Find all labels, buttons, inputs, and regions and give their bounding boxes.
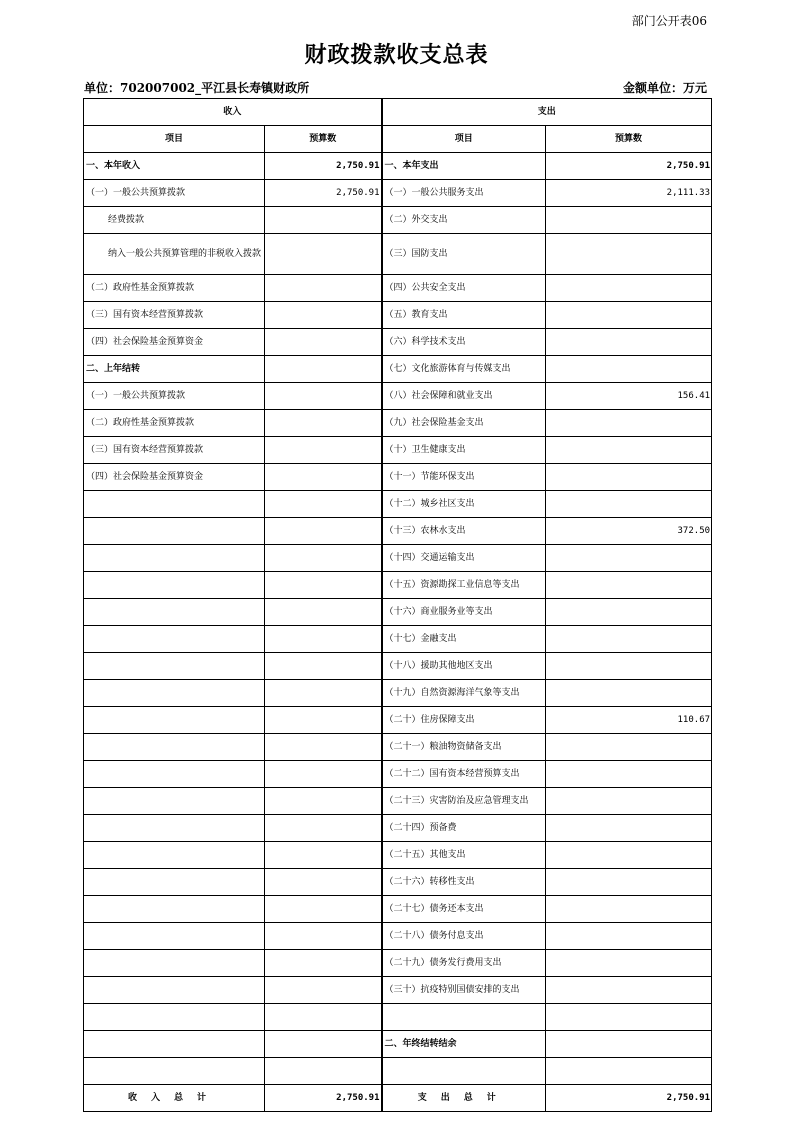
income-item bbox=[84, 1058, 265, 1085]
table-row bbox=[84, 180, 712, 207]
income-item bbox=[84, 518, 265, 545]
expense-total-value: 2,750.91 bbox=[546, 1085, 712, 1112]
income-budget-header: 预算数 bbox=[265, 126, 382, 153]
expense-item: （十五）资源勘探工业信息等支出 bbox=[382, 572, 546, 599]
expense-value bbox=[546, 329, 712, 356]
expense-value bbox=[546, 302, 712, 329]
table-row bbox=[84, 410, 712, 437]
income-item bbox=[84, 707, 265, 734]
income-value: 2,750.91 bbox=[265, 153, 382, 180]
expense-item: （十三）农林水支出 bbox=[382, 518, 546, 545]
expense-value bbox=[546, 869, 712, 896]
income-item bbox=[84, 815, 265, 842]
expense-item: （十六）商业服务业等支出 bbox=[382, 599, 546, 626]
income-item bbox=[84, 869, 265, 896]
table-row bbox=[84, 869, 712, 896]
expense-item: （二十六）转移性支出 bbox=[382, 869, 546, 896]
expense-value bbox=[546, 464, 712, 491]
income-item: 一、本年收入 bbox=[84, 153, 265, 180]
income-item-header: 项目 bbox=[84, 126, 265, 153]
expense-value bbox=[546, 1058, 712, 1085]
expense-value bbox=[546, 1031, 712, 1058]
income-value bbox=[265, 707, 382, 734]
expense-value bbox=[546, 599, 712, 626]
table-row bbox=[84, 842, 712, 869]
expense-value: 110.67 bbox=[546, 707, 712, 734]
expense-value bbox=[546, 572, 712, 599]
table-row bbox=[84, 234, 712, 275]
income-item: （四）社会保险基金预算资金 bbox=[84, 329, 265, 356]
income-item: （一）一般公共预算拨款 bbox=[84, 180, 265, 207]
expense-item: （二十三）灾害防治及应急管理支出 bbox=[382, 788, 546, 815]
income-item bbox=[84, 626, 265, 653]
expense-item: （十八）援助其他地区支出 bbox=[382, 653, 546, 680]
amount-unit-label: 金额单位：万元 bbox=[622, 81, 707, 95]
expense-item: （二十一）粮油物资储备支出 bbox=[382, 734, 546, 761]
income-item bbox=[84, 896, 265, 923]
expense-value bbox=[546, 923, 712, 950]
expense-value: 156.41 bbox=[546, 383, 712, 410]
income-item bbox=[84, 599, 265, 626]
income-item bbox=[84, 923, 265, 950]
table-row bbox=[84, 1031, 712, 1058]
table-row bbox=[84, 356, 712, 383]
table-row bbox=[84, 545, 712, 572]
expense-item-header: 项目 bbox=[382, 126, 546, 153]
expense-item: 一、本年支出 bbox=[382, 153, 546, 180]
income-value bbox=[265, 761, 382, 788]
table-row bbox=[84, 653, 712, 680]
expense-item: （十四）交通运输支出 bbox=[382, 545, 546, 572]
table-row bbox=[84, 680, 712, 707]
income-value bbox=[265, 410, 382, 437]
income-value bbox=[265, 734, 382, 761]
income-value bbox=[265, 545, 382, 572]
table-row bbox=[84, 207, 712, 234]
income-item: （四）社会保险基金预算资金 bbox=[84, 464, 265, 491]
income-value bbox=[265, 923, 382, 950]
income-value bbox=[265, 1031, 382, 1058]
table-row bbox=[84, 599, 712, 626]
income-item: （一）一般公共预算拨款 bbox=[84, 383, 265, 410]
expense-total-label: 支出总计 bbox=[382, 1085, 546, 1112]
expense-budget-header: 预算数 bbox=[546, 126, 712, 153]
expense-item: （二十五）其他支出 bbox=[382, 842, 546, 869]
income-item bbox=[84, 842, 265, 869]
income-item bbox=[84, 491, 265, 518]
table-row bbox=[84, 572, 712, 599]
income-item bbox=[84, 1004, 265, 1031]
expense-value bbox=[546, 653, 712, 680]
income-value bbox=[265, 234, 382, 275]
table-number-label: 部门公开表06 bbox=[631, 14, 707, 28]
table-row bbox=[84, 1004, 712, 1031]
table-row bbox=[84, 302, 712, 329]
table-row bbox=[84, 761, 712, 788]
expense-value bbox=[546, 734, 712, 761]
expense-item: （九）社会保险基金支出 bbox=[382, 410, 546, 437]
table-row bbox=[84, 707, 712, 734]
income-value bbox=[265, 329, 382, 356]
income-value bbox=[265, 896, 382, 923]
table-row bbox=[84, 734, 712, 761]
table-row bbox=[84, 491, 712, 518]
expense-value bbox=[546, 977, 712, 1004]
income-item: （三）国有资本经营预算拨款 bbox=[84, 302, 265, 329]
income-item bbox=[84, 1031, 265, 1058]
expense-value bbox=[546, 491, 712, 518]
income-item: （三）国有资本经营预算拨款 bbox=[84, 437, 265, 464]
table-row bbox=[84, 923, 712, 950]
expense-value bbox=[546, 626, 712, 653]
expense-value bbox=[546, 815, 712, 842]
income-value bbox=[265, 977, 382, 1004]
expense-item: （三十）抗疫特别国债安排的支出 bbox=[382, 977, 546, 1004]
table-row bbox=[84, 950, 712, 977]
income-item bbox=[84, 545, 265, 572]
budget-summary-table bbox=[83, 98, 712, 1112]
table-row bbox=[84, 1058, 712, 1085]
expense-item: （十七）金融支出 bbox=[382, 626, 546, 653]
expense-value: 372.50 bbox=[546, 518, 712, 545]
income-item bbox=[84, 788, 265, 815]
expense-item: （二十七）债务还本支出 bbox=[382, 896, 546, 923]
table-row bbox=[84, 788, 712, 815]
table-row bbox=[84, 464, 712, 491]
expense-value bbox=[546, 761, 712, 788]
expense-item: （二十）住房保障支出 bbox=[382, 707, 546, 734]
income-value bbox=[265, 572, 382, 599]
expense-item: （二十八）债务付息支出 bbox=[382, 923, 546, 950]
income-value bbox=[265, 1058, 382, 1085]
expense-item: （八）社会保障和就业支出 bbox=[382, 383, 546, 410]
income-item bbox=[84, 734, 265, 761]
table-row bbox=[84, 626, 712, 653]
income-item bbox=[84, 572, 265, 599]
expense-item: （十一）节能环保支出 bbox=[382, 464, 546, 491]
expense-header: 支出 bbox=[382, 99, 712, 126]
expense-value bbox=[546, 207, 712, 234]
income-value bbox=[265, 599, 382, 626]
income-value bbox=[265, 653, 382, 680]
table-row bbox=[84, 383, 712, 410]
expense-item: （十二）城乡社区支出 bbox=[382, 491, 546, 518]
income-total-label: 收入总计 bbox=[84, 1085, 265, 1112]
table-row bbox=[84, 437, 712, 464]
expense-item: （七）文化旅游体育与传媒支出 bbox=[382, 356, 546, 383]
expense-value bbox=[546, 1004, 712, 1031]
income-value bbox=[265, 1004, 382, 1031]
income-item bbox=[84, 950, 265, 977]
income-item: （二）政府性基金预算拨款 bbox=[84, 410, 265, 437]
income-value bbox=[265, 842, 382, 869]
income-value bbox=[265, 207, 382, 234]
income-total-value: 2,750.91 bbox=[265, 1085, 382, 1112]
expense-value bbox=[546, 545, 712, 572]
expense-item: （二十二）国有资本经营预算支出 bbox=[382, 761, 546, 788]
expense-item bbox=[382, 1058, 546, 1085]
table-row bbox=[84, 275, 712, 302]
table-row bbox=[84, 518, 712, 545]
expense-value: 2,111.33 bbox=[546, 180, 712, 207]
table-row bbox=[84, 815, 712, 842]
table-row bbox=[84, 153, 712, 180]
income-item: （二）政府性基金预算拨款 bbox=[84, 275, 265, 302]
expense-value bbox=[546, 896, 712, 923]
expense-item: （三）国防支出 bbox=[382, 234, 546, 275]
income-value bbox=[265, 356, 382, 383]
expense-value bbox=[546, 275, 712, 302]
income-item: 二、上年结转 bbox=[84, 356, 265, 383]
income-header: 收入 bbox=[84, 99, 382, 126]
expense-item: （十）卫生健康支出 bbox=[382, 437, 546, 464]
expense-value bbox=[546, 680, 712, 707]
expense-value bbox=[546, 950, 712, 977]
income-value bbox=[265, 869, 382, 896]
income-item bbox=[84, 680, 265, 707]
unit-label: 单位：702007002_平江县长寿镇财政所 bbox=[84, 81, 310, 95]
income-value bbox=[265, 383, 382, 410]
table-row bbox=[84, 896, 712, 923]
income-item: 经费拨款 bbox=[84, 207, 265, 234]
expense-item bbox=[382, 1004, 546, 1031]
income-value bbox=[265, 815, 382, 842]
income-value bbox=[265, 275, 382, 302]
expense-item: （六）科学技术支出 bbox=[382, 329, 546, 356]
income-value bbox=[265, 491, 382, 518]
expense-item: （二十四）预备费 bbox=[382, 815, 546, 842]
expense-item: 二、年终结转结余 bbox=[382, 1031, 546, 1058]
expense-value bbox=[546, 788, 712, 815]
expense-item: （二）外交支出 bbox=[382, 207, 546, 234]
income-value bbox=[265, 302, 382, 329]
expense-item: （二十九）债务发行费用支出 bbox=[382, 950, 546, 977]
income-item bbox=[84, 977, 265, 1004]
table-row bbox=[84, 329, 712, 356]
income-value bbox=[265, 437, 382, 464]
income-value bbox=[265, 788, 382, 815]
expense-item: （五）教育支出 bbox=[382, 302, 546, 329]
expense-item: （四）公共安全支出 bbox=[382, 275, 546, 302]
expense-value: 2,750.91 bbox=[546, 153, 712, 180]
expense-value bbox=[546, 234, 712, 275]
income-value bbox=[265, 950, 382, 977]
income-value bbox=[265, 680, 382, 707]
expense-value bbox=[546, 356, 712, 383]
expense-value bbox=[546, 437, 712, 464]
income-value bbox=[265, 626, 382, 653]
income-value bbox=[265, 518, 382, 545]
table-row bbox=[84, 977, 712, 1004]
income-value bbox=[265, 464, 382, 491]
expense-value bbox=[546, 410, 712, 437]
income-item: 纳入一般公共预算管理的非税收入拨款 bbox=[84, 234, 265, 275]
income-value: 2,750.91 bbox=[265, 180, 382, 207]
expense-item: （十九）自然资源海洋气象等支出 bbox=[382, 680, 546, 707]
page-title: 财政拨款收支总表 bbox=[304, 42, 489, 68]
expense-value bbox=[546, 842, 712, 869]
income-item bbox=[84, 761, 265, 788]
expense-item: （一）一般公共服务支出 bbox=[382, 180, 546, 207]
income-item bbox=[84, 653, 265, 680]
